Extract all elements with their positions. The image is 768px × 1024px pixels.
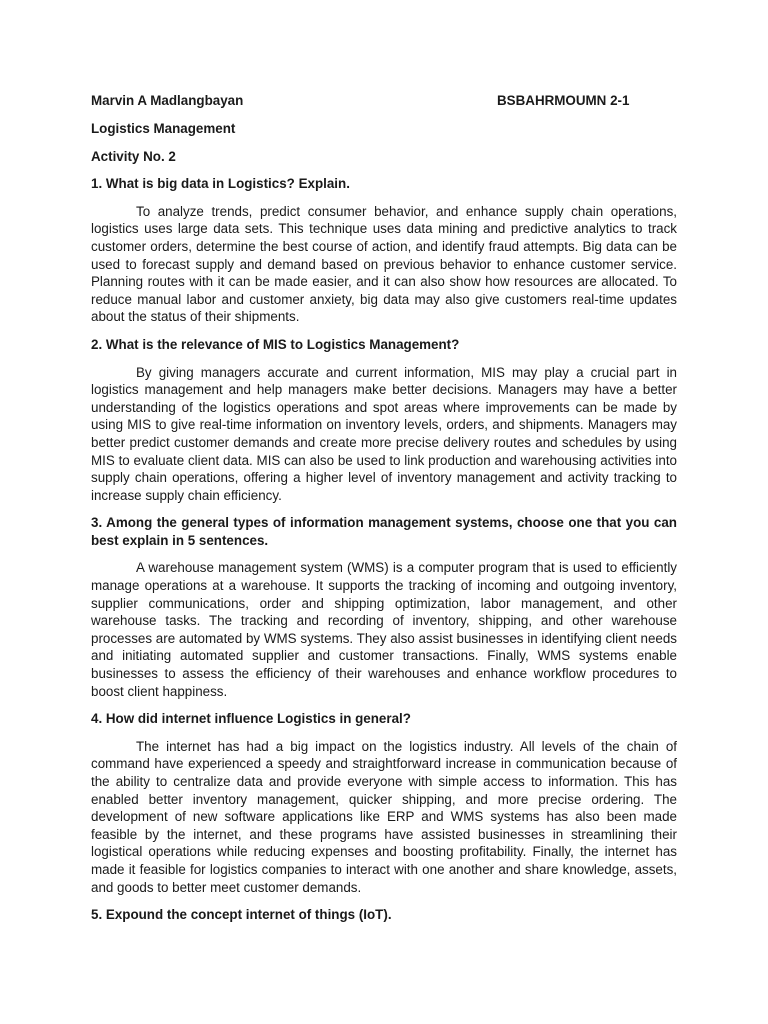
document-body (91, 92, 677, 924)
answer-3: A warehouse management system (WMS) is a computer program that is used to efficiently manage operations at a warehouse. It supports the tracking of incoming and outgoing inventory, supplier communications, order and shipping optimization, labor management, and other warehouse tasks. The tracking and recording of inventory, shipping, and other warehouse processes are automated by WMS systems. They also assist businesses in identifying client needs and initiating automated supplier and customer transactions. Finally, WMS systems enable businesses to assess the efficiency of their warehouses and enhance workflow procedures to boost client happiness. (91, 560, 677, 699)
answer-2: By giving managers accurate and current information, MIS may play a crucial part in logistics management and help managers make better decisions. Managers may have a better understanding of the logistics operations and spot areas where improvements can be made by using MIS to give real-time information on inventory levels, orders, and shipments. Managers may better predict customer demands and create more precise delivery routes and schedules by using MIS to evaluate client data. MIS can also be used to link production and warehousing activities into supply chain operations, offering a higher level of inventory management and activity tracking to increase supply chain efficiency. (91, 364, 677, 503)
question-2: 2. What is the relevance of MIS to Logistics Management? (91, 336, 460, 352)
activity-title: Activity No. 2 (91, 148, 176, 164)
course-title: Logistics Management (91, 121, 236, 136)
question-4: 4. How did internet influence Logistics in general? (91, 711, 411, 727)
question-5: 5. Expound the concept internet of things (IoT). (91, 907, 392, 923)
author-name: Marvin A Madlangbayan (91, 93, 244, 108)
document-header (91, 92, 677, 110)
answer-1: To analyze trends, predict consumer behavior, and enhance supply chain operations, logistics uses large data sets. This technique uses data mining and predictive analytics to track customer orders, determine the best course of action, and identify fraud attempts. Big data can be used to forecast supply and demand based on previous behavior to enhance customer service. Planning routes with it can be made easier, and it can also show how resources are allocated. To reduce manual labor and customer anxiety, big data may also give customers real-time updates about the status of their shipments. (91, 203, 677, 325)
question-3: 3. Among the general types of information management systems, choose one that you can best explain in 5 sentences. (91, 515, 677, 548)
answer-4: The internet has had a big impact on the logistics industry. All levels of the chain of command have experienced a speedy and straightforward increase in communication because of the ability to centralize data and provide everyone with simple access to information. This has enabled better inventory management, quicker shipping, and more precise ordering. The development of new software applications like ERP and WMS systems has also been made feasible by the internet, and these programs have assisted businesses in streamlining their logistical operations while reducing expenses and boosting profitability. Finally, the internet has made it feasible for logistics companies to interact with one another and share knowledge, assets, and goods to better meet customer demands. (91, 738, 677, 895)
question-1: 1. What is big data in Logistics? Explain. (91, 176, 350, 192)
course-section: BSBAHRMOUMN 2-1 (497, 93, 630, 108)
